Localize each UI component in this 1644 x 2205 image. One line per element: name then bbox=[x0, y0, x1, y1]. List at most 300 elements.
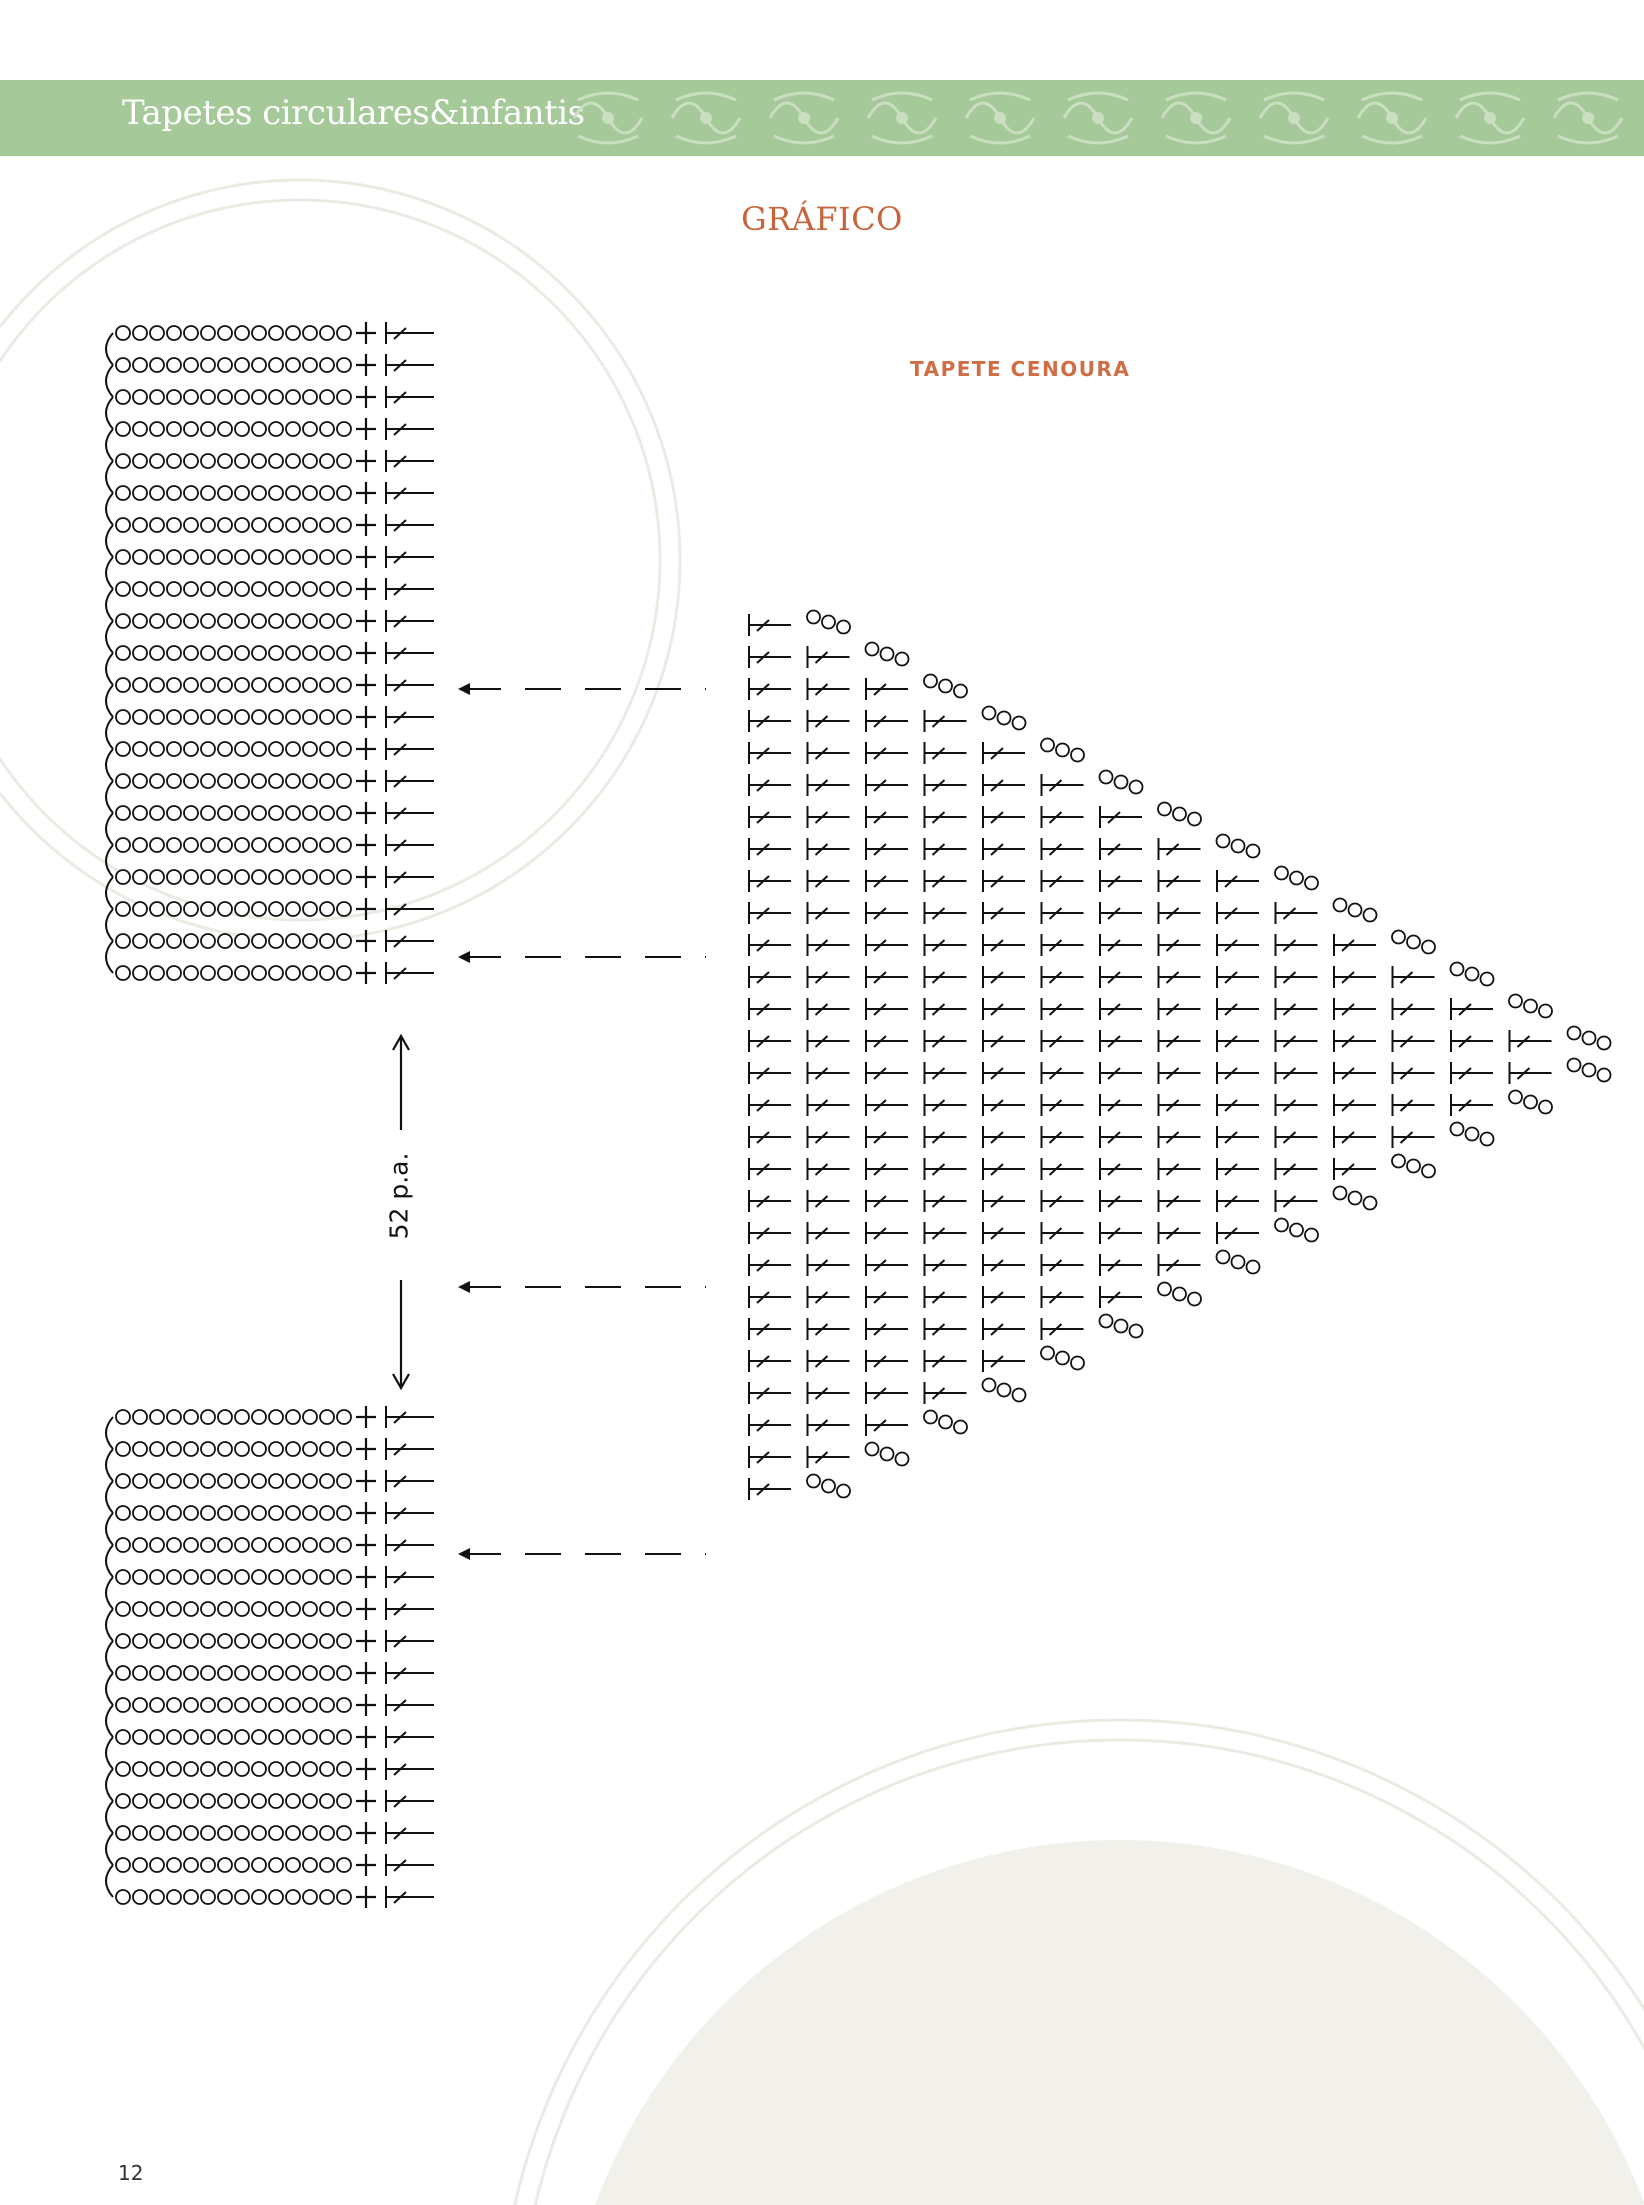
chain-stitch-symbol bbox=[133, 838, 147, 852]
double-crochet-symbol bbox=[808, 934, 850, 956]
chain-stitch-symbol bbox=[235, 390, 249, 404]
chain-stitch-symbol bbox=[252, 742, 266, 756]
single-crochet-symbol bbox=[356, 1758, 376, 1780]
single-crochet-symbol bbox=[356, 1854, 376, 1876]
triangle-row bbox=[749, 995, 1552, 1021]
chain-stitch-symbol bbox=[167, 1634, 181, 1648]
chain-stitch-symbol bbox=[1013, 717, 1026, 730]
turning-loop bbox=[106, 813, 113, 845]
chain-stitch-symbol bbox=[320, 678, 334, 692]
chain-stitch-symbol bbox=[320, 1602, 334, 1616]
double-crochet-symbol bbox=[808, 1190, 850, 1212]
double-crochet-symbol bbox=[808, 1318, 850, 1340]
turning-loop bbox=[106, 781, 113, 813]
triangle-row bbox=[749, 835, 1260, 861]
double-crochet-symbol bbox=[808, 806, 850, 828]
double-crochet-symbol bbox=[925, 1094, 967, 1116]
chain-stitch-symbol bbox=[320, 518, 334, 532]
double-crochet-symbol bbox=[1217, 966, 1259, 988]
chain-stitch-symbol bbox=[286, 1538, 300, 1552]
chain-stitch-symbol bbox=[184, 870, 198, 884]
double-crochet-symbol bbox=[749, 1350, 791, 1372]
single-crochet-symbol bbox=[356, 1726, 376, 1748]
double-crochet-symbol bbox=[925, 1286, 967, 1308]
chain-stitch-symbol bbox=[1217, 1251, 1230, 1264]
double-crochet-symbol bbox=[749, 1318, 791, 1340]
chain-stitch-symbol bbox=[337, 1826, 351, 1840]
chain-stitch-symbol bbox=[286, 774, 300, 788]
chain-stitch-symbol bbox=[303, 1890, 317, 1904]
chain-stitch-symbol bbox=[218, 1442, 232, 1456]
chain-stitch-symbol bbox=[116, 1762, 130, 1776]
chain-stitch-symbol bbox=[235, 966, 249, 980]
double-crochet-symbol bbox=[808, 1286, 850, 1308]
double-crochet-symbol bbox=[983, 1286, 1025, 1308]
chain-stitch-symbol bbox=[337, 1698, 351, 1712]
chain-stitch-symbol bbox=[286, 1570, 300, 1584]
double-crochet-symbol bbox=[749, 806, 791, 828]
triangle-row bbox=[749, 1475, 850, 1501]
chain-stitch-symbol bbox=[201, 1698, 215, 1712]
chain-stitch-symbol bbox=[320, 1634, 334, 1648]
double-crochet-symbol bbox=[925, 838, 967, 860]
chain-stitch-symbol bbox=[201, 646, 215, 660]
chain-stitch-symbol bbox=[201, 326, 215, 340]
chain-stitch-symbol bbox=[320, 358, 334, 372]
chain-stitch-symbol bbox=[116, 838, 130, 852]
chain-stitch-symbol bbox=[184, 614, 198, 628]
chain-stitch-symbol bbox=[1466, 1128, 1479, 1141]
single-crochet-symbol bbox=[356, 674, 376, 696]
single-crochet-symbol bbox=[356, 802, 376, 824]
chain-stitch-symbol bbox=[269, 1762, 283, 1776]
chain-stitch-symbol bbox=[822, 616, 835, 629]
triangle-row bbox=[749, 867, 1318, 893]
chain-stitch-symbol bbox=[116, 1730, 130, 1744]
single-crochet-symbol bbox=[356, 642, 376, 664]
double-crochet-symbol bbox=[1276, 966, 1318, 988]
double-crochet-symbol bbox=[1042, 806, 1084, 828]
turning-loop bbox=[106, 717, 113, 749]
double-crochet-symbol bbox=[866, 1286, 908, 1308]
single-crochet-symbol bbox=[356, 1566, 376, 1588]
single-crochet-symbol bbox=[356, 770, 376, 792]
chain-stitch-symbol bbox=[286, 1730, 300, 1744]
double-crochet-symbol bbox=[386, 514, 434, 536]
chain-stitch-symbol bbox=[150, 1666, 164, 1680]
chain-stitch-symbol bbox=[1275, 1219, 1288, 1232]
chain-stitch-symbol bbox=[303, 1698, 317, 1712]
chain-stitch-symbol bbox=[201, 1762, 215, 1776]
chain-stitch-symbol bbox=[320, 1506, 334, 1520]
chain-stitch-symbol bbox=[303, 934, 317, 948]
double-crochet-symbol bbox=[1100, 870, 1142, 892]
chain-stitch-symbol bbox=[269, 614, 283, 628]
chain-stitch-symbol bbox=[337, 1570, 351, 1584]
double-crochet-symbol bbox=[983, 1094, 1025, 1116]
chain-stitch-symbol bbox=[116, 806, 130, 820]
triangle-row bbox=[749, 1123, 1494, 1149]
chain-stitch-symbol bbox=[337, 1538, 351, 1552]
double-crochet-symbol bbox=[866, 1190, 908, 1212]
chain-stitch-symbol bbox=[269, 1442, 283, 1456]
chain-stitch-symbol bbox=[252, 870, 266, 884]
chain-stitch-symbol bbox=[184, 390, 198, 404]
double-crochet-symbol bbox=[925, 806, 967, 828]
chain-stitch-symbol bbox=[184, 1826, 198, 1840]
chain-stitch-symbol bbox=[807, 611, 820, 624]
chain-stitch-symbol bbox=[116, 646, 130, 660]
chain-stitch-symbol bbox=[269, 1506, 283, 1520]
triangle-row bbox=[749, 931, 1435, 957]
stack-row bbox=[116, 1886, 434, 1908]
double-crochet-symbol bbox=[866, 678, 908, 700]
book-title: Tapetes circulares&infantis bbox=[122, 93, 585, 133]
turning-loop bbox=[106, 1801, 113, 1833]
chain-stitch-symbol bbox=[337, 1762, 351, 1776]
chain-stitch-symbol bbox=[252, 550, 266, 564]
chain-stitch-symbol bbox=[133, 1506, 147, 1520]
double-crochet-symbol bbox=[983, 1190, 1025, 1212]
chain-stitch-symbol bbox=[201, 966, 215, 980]
chain-stitch-symbol bbox=[1568, 1059, 1581, 1072]
double-crochet-symbol bbox=[808, 1254, 850, 1276]
single-crochet-symbol bbox=[356, 418, 376, 440]
chain-stitch-symbol bbox=[167, 454, 181, 468]
double-crochet-symbol bbox=[386, 1566, 434, 1588]
chain-stitch-symbol bbox=[1422, 941, 1435, 954]
double-crochet-symbol bbox=[866, 1094, 908, 1116]
chain-stitch-symbol bbox=[303, 710, 317, 724]
chain-stitch-symbol bbox=[320, 1826, 334, 1840]
chain-stitch-symbol bbox=[252, 1570, 266, 1584]
double-crochet-symbol bbox=[866, 710, 908, 732]
chain-row-stack bbox=[106, 322, 434, 984]
chain-stitch-symbol bbox=[235, 326, 249, 340]
chain-stitch-symbol bbox=[252, 1762, 266, 1776]
chain-stitch-symbol bbox=[1305, 877, 1318, 890]
chain-stitch-symbol bbox=[303, 870, 317, 884]
double-crochet-symbol bbox=[925, 1222, 967, 1244]
double-crochet-symbol bbox=[1042, 1286, 1084, 1308]
double-crochet-symbol bbox=[1100, 1158, 1142, 1180]
chain-stitch-symbol bbox=[167, 1474, 181, 1488]
double-crochet-symbol bbox=[1217, 870, 1259, 892]
chain-stitch-symbol bbox=[201, 806, 215, 820]
chain-stitch-symbol bbox=[337, 1666, 351, 1680]
single-crochet-symbol bbox=[356, 610, 376, 632]
chain-stitch-symbol bbox=[218, 1858, 232, 1872]
chain-stitch-symbol bbox=[286, 1474, 300, 1488]
chain-stitch-symbol bbox=[167, 1442, 181, 1456]
chain-stitch-symbol bbox=[184, 774, 198, 788]
chain-stitch-symbol bbox=[184, 1666, 198, 1680]
chain-stitch-symbol bbox=[218, 966, 232, 980]
double-crochet-symbol bbox=[1334, 1030, 1376, 1052]
double-crochet-symbol bbox=[1042, 1222, 1084, 1244]
chain-stitch-symbol bbox=[184, 1602, 198, 1616]
chain-stitch-symbol bbox=[218, 870, 232, 884]
chain-stitch-symbol bbox=[201, 742, 215, 756]
chain-stitch-symbol bbox=[303, 454, 317, 468]
chain-stitch-symbol bbox=[201, 1410, 215, 1424]
chain-stitch-symbol bbox=[116, 358, 130, 372]
double-crochet-symbol bbox=[1042, 1318, 1084, 1340]
chain-stitch-symbol bbox=[150, 1570, 164, 1584]
chain-stitch-symbol bbox=[116, 326, 130, 340]
single-crochet-symbol bbox=[356, 386, 376, 408]
chain-stitch-symbol bbox=[269, 582, 283, 596]
chain-stitch-symbol bbox=[1217, 835, 1230, 848]
chain-stitch-symbol bbox=[218, 646, 232, 660]
chain-stitch-symbol bbox=[252, 422, 266, 436]
chain-stitch-symbol bbox=[133, 1730, 147, 1744]
double-crochet-symbol bbox=[1042, 966, 1084, 988]
chain-stitch-symbol bbox=[286, 1634, 300, 1648]
chain-stitch-symbol bbox=[218, 1570, 232, 1584]
double-crochet-symbol bbox=[1217, 1222, 1259, 1244]
chain-stitch-symbol bbox=[881, 648, 894, 661]
chain-stitch-symbol bbox=[337, 390, 351, 404]
chain-stitch-symbol bbox=[320, 646, 334, 660]
chain-stitch-symbol bbox=[218, 1602, 232, 1616]
chain-stitch-symbol bbox=[337, 870, 351, 884]
chain-stitch-symbol bbox=[218, 582, 232, 596]
chain-stitch-symbol bbox=[116, 1602, 130, 1616]
double-crochet-symbol bbox=[386, 450, 434, 472]
chain-stitch-symbol bbox=[150, 966, 164, 980]
chain-stitch-symbol bbox=[269, 742, 283, 756]
single-crochet-symbol bbox=[356, 834, 376, 856]
chain-stitch-symbol bbox=[133, 678, 147, 692]
double-crochet-symbol bbox=[1451, 1030, 1493, 1052]
chain-stitch-symbol bbox=[116, 1858, 130, 1872]
chain-stitch-symbol bbox=[133, 1762, 147, 1776]
double-crochet-symbol bbox=[808, 1030, 850, 1052]
chain-stitch-symbol bbox=[150, 550, 164, 564]
chain-stitch-symbol bbox=[286, 454, 300, 468]
chain-stitch-symbol bbox=[184, 1410, 198, 1424]
double-crochet-symbol bbox=[1100, 998, 1142, 1020]
chain-stitch-symbol bbox=[133, 934, 147, 948]
double-crochet-symbol bbox=[749, 742, 791, 764]
double-crochet-symbol bbox=[386, 418, 434, 440]
chain-stitch-symbol bbox=[150, 742, 164, 756]
chain-stitch-symbol bbox=[320, 1730, 334, 1744]
chain-stitch-symbol bbox=[218, 518, 232, 532]
chain-stitch-symbol bbox=[337, 1506, 351, 1520]
chain-stitch-symbol bbox=[320, 390, 334, 404]
single-crochet-symbol bbox=[356, 450, 376, 472]
double-crochet-symbol bbox=[866, 838, 908, 860]
chain-stitch-symbol bbox=[133, 550, 147, 564]
chain-stitch-symbol bbox=[320, 742, 334, 756]
chain-stitch-symbol bbox=[167, 806, 181, 820]
double-crochet-symbol bbox=[386, 866, 434, 888]
double-crochet-symbol bbox=[808, 710, 850, 732]
chain-stitch-symbol bbox=[184, 710, 198, 724]
double-crochet-symbol bbox=[386, 322, 434, 344]
chain-row-stack bbox=[106, 1406, 434, 1908]
chain-stitch-symbol bbox=[286, 358, 300, 372]
double-crochet-symbol bbox=[386, 674, 434, 696]
chain-stitch-symbol bbox=[218, 1538, 232, 1552]
chain-stitch-symbol bbox=[1275, 867, 1288, 880]
chain-stitch-symbol bbox=[201, 1794, 215, 1808]
double-crochet-symbol bbox=[1217, 998, 1259, 1020]
chain-stitch-symbol bbox=[286, 902, 300, 916]
double-crochet-symbol bbox=[1042, 1094, 1084, 1116]
triangle-row bbox=[749, 771, 1143, 797]
double-crochet-symbol bbox=[1042, 934, 1084, 956]
double-crochet-symbol bbox=[925, 1350, 967, 1372]
chain-stitch-symbol bbox=[320, 326, 334, 340]
turning-loop bbox=[106, 1673, 113, 1705]
single-crochet-symbol bbox=[356, 898, 376, 920]
chain-stitch-symbol bbox=[1451, 1123, 1464, 1136]
chain-stitch-symbol bbox=[303, 518, 317, 532]
double-crochet-symbol bbox=[983, 1254, 1025, 1276]
chain-stitch-symbol bbox=[235, 1602, 249, 1616]
chain-stitch-symbol bbox=[218, 1634, 232, 1648]
chain-stitch-symbol bbox=[269, 646, 283, 660]
triangle-row bbox=[749, 1027, 1611, 1053]
double-crochet-symbol bbox=[386, 482, 434, 504]
chain-stitch-symbol bbox=[116, 1826, 130, 1840]
chain-stitch-symbol bbox=[1349, 1192, 1362, 1205]
chain-stitch-symbol bbox=[303, 550, 317, 564]
chain-stitch-symbol bbox=[269, 550, 283, 564]
chain-stitch-symbol bbox=[303, 1602, 317, 1616]
chain-stitch-symbol bbox=[320, 454, 334, 468]
chain-stitch-symbol bbox=[303, 774, 317, 788]
chain-stitch-symbol bbox=[218, 1730, 232, 1744]
chain-stitch-symbol bbox=[235, 678, 249, 692]
chain-stitch-symbol bbox=[167, 902, 181, 916]
chain-stitch-symbol bbox=[269, 1698, 283, 1712]
single-crochet-symbol bbox=[356, 962, 376, 984]
chain-stitch-symbol bbox=[167, 422, 181, 436]
chain-stitch-symbol bbox=[235, 1474, 249, 1488]
chain-stitch-symbol bbox=[303, 614, 317, 628]
chain-stitch-symbol bbox=[116, 1794, 130, 1808]
chain-stitch-symbol bbox=[303, 1858, 317, 1872]
chain-stitch-symbol bbox=[303, 422, 317, 436]
chain-stitch-symbol bbox=[269, 934, 283, 948]
chain-stitch-symbol bbox=[201, 1890, 215, 1904]
chain-stitch-symbol bbox=[286, 1858, 300, 1872]
chain-stitch-symbol bbox=[252, 710, 266, 724]
triangle-row bbox=[749, 643, 909, 669]
chain-stitch-symbol bbox=[303, 902, 317, 916]
chain-stitch-symbol bbox=[269, 838, 283, 852]
double-crochet-symbol bbox=[808, 1094, 850, 1116]
chain-stitch-symbol bbox=[150, 1538, 164, 1552]
double-crochet-symbol bbox=[808, 678, 850, 700]
chain-stitch-symbol bbox=[252, 358, 266, 372]
chain-stitch-symbol bbox=[252, 614, 266, 628]
chain-stitch-symbol bbox=[218, 1666, 232, 1680]
chain-stitch-symbol bbox=[133, 454, 147, 468]
chain-stitch-symbol bbox=[150, 614, 164, 628]
chain-stitch-symbol bbox=[286, 870, 300, 884]
double-crochet-symbol bbox=[866, 1350, 908, 1372]
chain-stitch-symbol bbox=[269, 1666, 283, 1680]
chain-stitch-symbol bbox=[235, 806, 249, 820]
chain-stitch-symbol bbox=[1100, 1315, 1113, 1328]
chain-stitch-symbol bbox=[303, 582, 317, 596]
chain-stitch-symbol bbox=[303, 1666, 317, 1680]
double-crochet-symbol bbox=[1393, 1126, 1435, 1148]
double-crochet-symbol bbox=[1217, 1030, 1259, 1052]
chain-stitch-symbol bbox=[201, 1538, 215, 1552]
chain-stitch-symbol bbox=[133, 1666, 147, 1680]
double-crochet-symbol bbox=[1159, 1158, 1201, 1180]
chain-stitch-symbol bbox=[269, 774, 283, 788]
chain-stitch-symbol bbox=[1598, 1037, 1611, 1050]
double-crochet-symbol bbox=[386, 1854, 434, 1876]
chain-stitch-symbol bbox=[116, 1506, 130, 1520]
chain-stitch-symbol bbox=[252, 326, 266, 340]
chain-stitch-symbol bbox=[286, 646, 300, 660]
arrow-down bbox=[393, 1280, 409, 1388]
chain-stitch-symbol bbox=[218, 742, 232, 756]
chain-stitch-symbol bbox=[235, 710, 249, 724]
turning-loop bbox=[106, 365, 113, 397]
chain-stitch-symbol bbox=[303, 646, 317, 660]
chain-stitch-symbol bbox=[1130, 1325, 1143, 1338]
chain-stitch-symbol bbox=[954, 685, 967, 698]
double-crochet-symbol bbox=[749, 1094, 791, 1116]
chain-stitch-symbol bbox=[286, 1794, 300, 1808]
turning-loop bbox=[106, 493, 113, 525]
chain-stitch-symbol bbox=[320, 710, 334, 724]
triangle-row bbox=[749, 1411, 967, 1437]
chain-stitch-symbol bbox=[286, 838, 300, 852]
chain-stitch-symbol bbox=[218, 1762, 232, 1776]
double-crochet-symbol bbox=[386, 1630, 434, 1652]
chain-stitch-symbol bbox=[167, 870, 181, 884]
double-crochet-symbol bbox=[983, 902, 1025, 924]
chain-stitch-symbol bbox=[218, 1794, 232, 1808]
double-crochet-symbol bbox=[386, 1822, 434, 1844]
chain-stitch-symbol bbox=[150, 870, 164, 884]
double-crochet-symbol bbox=[866, 998, 908, 1020]
chain-stitch-symbol bbox=[252, 486, 266, 500]
double-crochet-symbol bbox=[925, 1254, 967, 1276]
chain-stitch-symbol bbox=[218, 1890, 232, 1904]
chain-stitch-symbol bbox=[286, 1698, 300, 1712]
chain-stitch-symbol bbox=[252, 582, 266, 596]
double-crochet-symbol bbox=[1159, 998, 1201, 1020]
double-crochet-symbol bbox=[866, 1254, 908, 1276]
chain-stitch-symbol bbox=[201, 1634, 215, 1648]
chain-stitch-symbol bbox=[837, 1485, 850, 1498]
chain-stitch-symbol bbox=[286, 1762, 300, 1776]
chain-stitch-symbol bbox=[133, 582, 147, 596]
chain-stitch-symbol bbox=[116, 710, 130, 724]
turning-loop bbox=[106, 845, 113, 877]
turning-loop bbox=[106, 1865, 113, 1897]
single-crochet-symbol bbox=[356, 1534, 376, 1556]
chain-stitch-symbol bbox=[303, 486, 317, 500]
chain-stitch-symbol bbox=[252, 902, 266, 916]
chain-stitch-symbol bbox=[337, 1794, 351, 1808]
chain-stitch-symbol bbox=[269, 1794, 283, 1808]
chain-stitch-symbol bbox=[184, 1890, 198, 1904]
chain-stitch-symbol bbox=[337, 422, 351, 436]
double-crochet-symbol bbox=[1217, 1062, 1259, 1084]
